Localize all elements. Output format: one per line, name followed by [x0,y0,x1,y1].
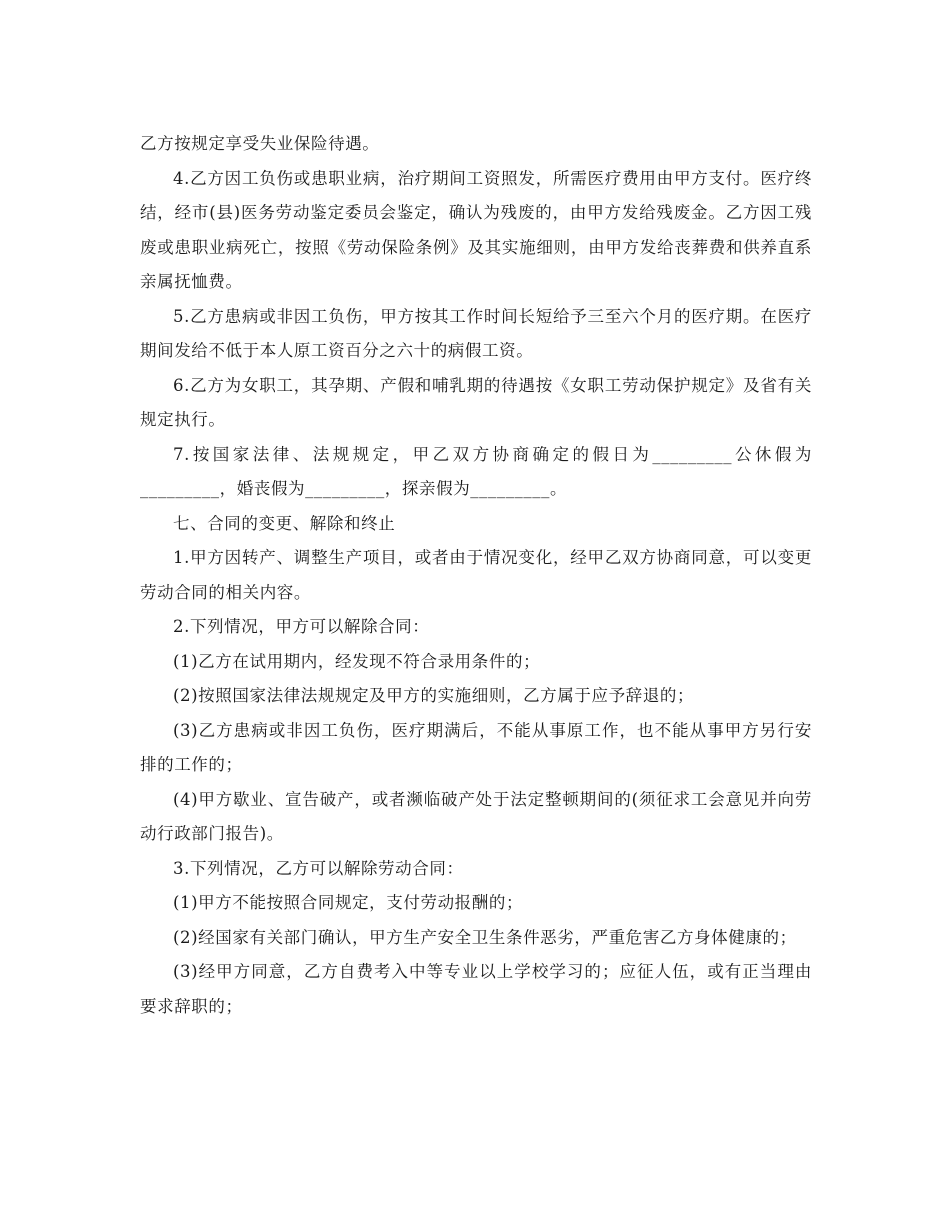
paragraph-unemployment-insurance: 乙方按规定享受失业保险待遇。 [140,134,380,153]
paragraph-employer-termination: 2.下列情况，甲方可以解除合同： [173,617,430,636]
paragraph-holidays: 7.按国家法律、法规规定，甲乙双方协商确定的假日为_________公休假为_________，婚丧假为_________，探亲假为_________。 [140,444,812,498]
list-item-employer-termination-2: (2)按照国家法律法规规定及甲方的实施细则，乙方属于应予辞退的； [173,686,695,705]
paragraph-work-injury: 4.乙方因工负伤或患职业病，治疗期间工资照发，所需医疗费用由甲方支付。医疗终结，经市(县)医务劳动鉴定委员会鉴定，确认为残废的，由甲方发给残废金。乙方因工残废或患职业病死亡，按照《劳动保险条例》及其实施细则，由甲方发给丧葬费和供养直系亲属抚恤费。 [140,168,812,291]
paragraph-contract-modification: 1.甲方因转产、调整生产项目，或者由于情况变化，经甲乙双方协商同意，可以变更劳动合同的相关内容。 [140,548,812,602]
paragraph-female-employee: 6.乙方为女职工，其孕期、产假和哺乳期的待遇按《女职工劳动保护规定》及省有关规定执行。 [140,375,812,429]
list-item-employee-termination-3: (3)经甲方同意，乙方自费考入中等专业以上学校学习的；应征人伍，或有正当理由要求辞职的； [140,962,812,1016]
list-item-employer-termination-1: (1)乙方在试用期内，经发现不符合录用条件的； [173,651,541,671]
section-heading-contract-changes: 七、合同的变更、解除和终止 [173,513,396,533]
list-item-employee-termination-1: (1)甲方不能按照合同规定，支付劳动报酬的； [173,893,524,912]
paragraph-medical-period: 5.乙方患病或非因工负伤，甲方按其工作时间长短给予三至六个月的医疗期。在医疗期间发给不低于本人原工资百分之六十的病假工资。 [140,306,812,360]
list-item-employer-termination-4: (4)甲方歇业、宣告破产，或者濒临破产处于法定整顿期间的(须征求工会意见并向劳动行政部门报告)。 [140,789,812,843]
document-body [140,127,812,1024]
list-item-employer-termination-3: (3)乙方患病或非因工负伤，医疗期满后，不能从事原工作，也不能从事甲方另行安排的工作的； [140,720,812,774]
paragraph-employee-termination: 3.下列情况，乙方可以解除劳动合同： [173,858,464,878]
list-item-employee-termination-2: (2)经国家有关部门确认，甲方生产安全卫生条件恶劣，严重危害乙方身体健康的； [173,927,797,947]
